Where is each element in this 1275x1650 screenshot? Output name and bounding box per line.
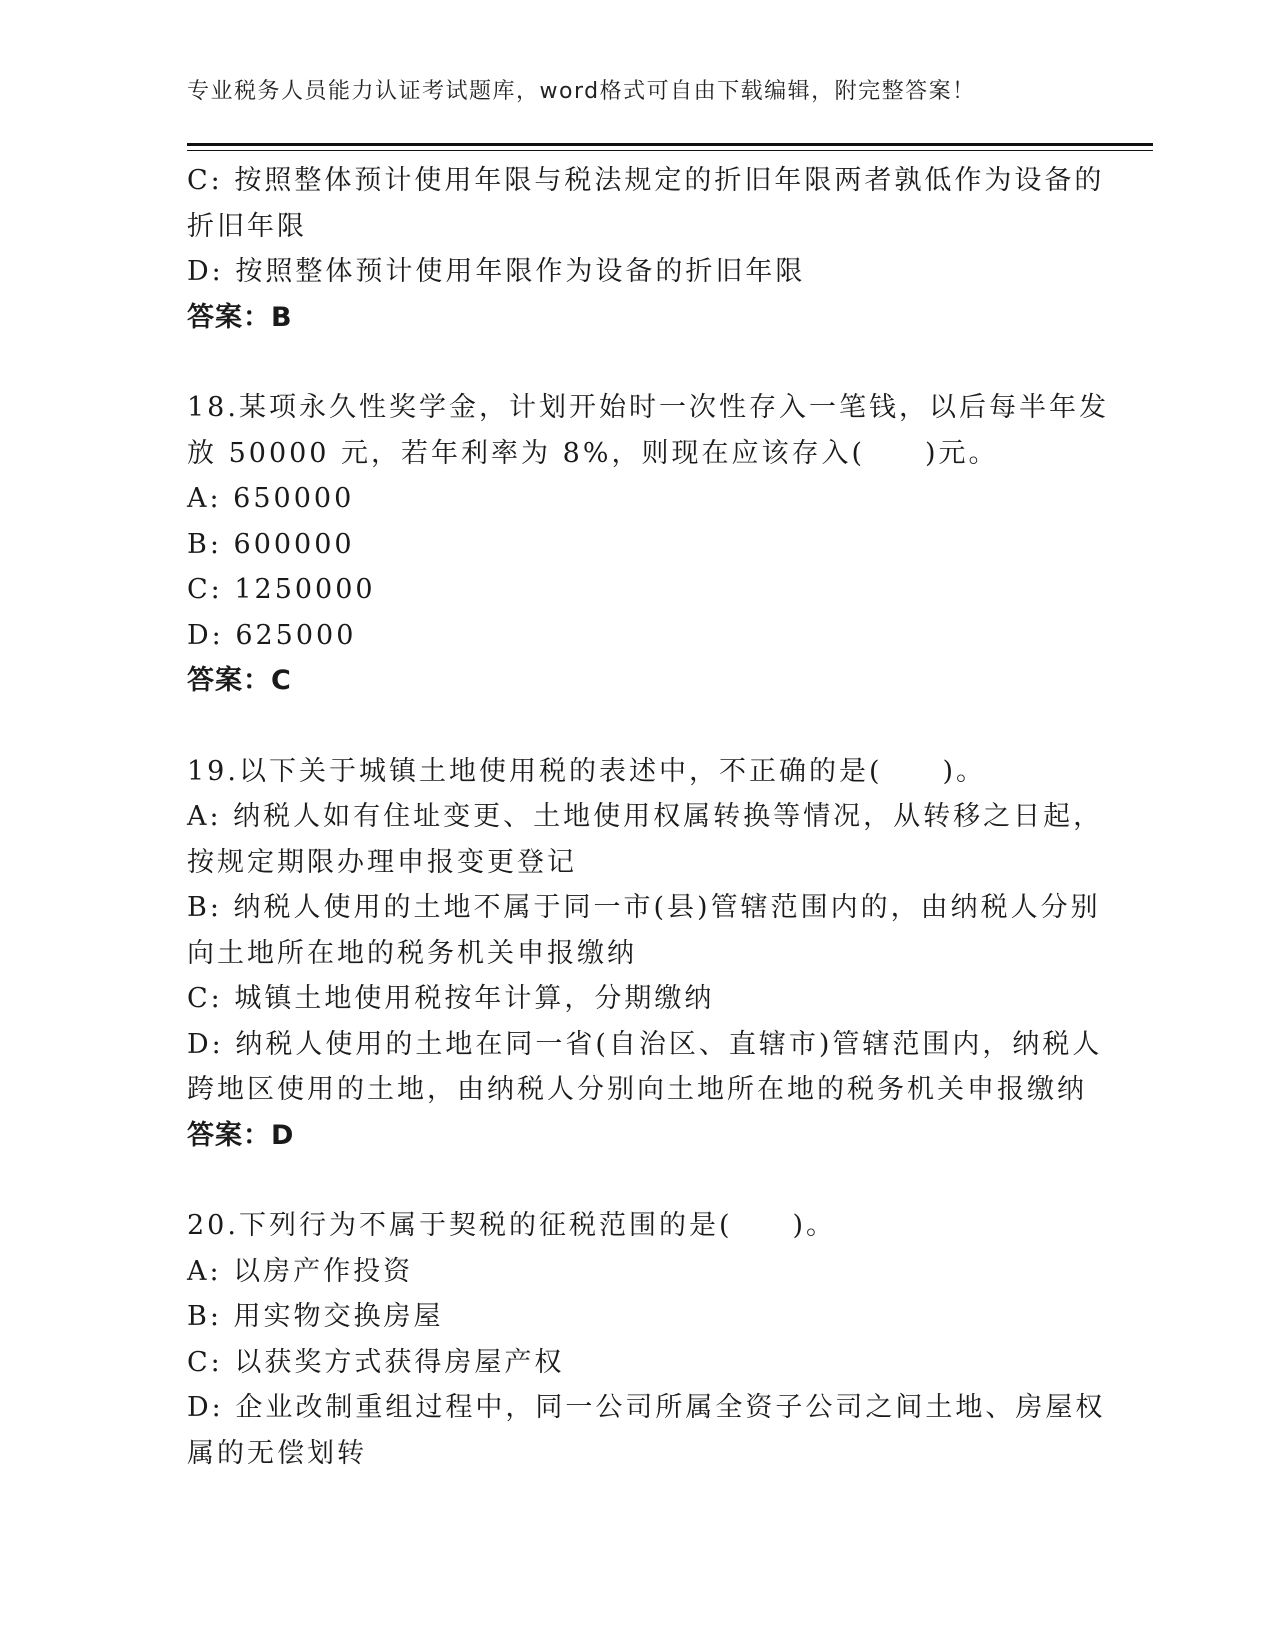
page-header: 专业税务人员能力认证考试题库，word格式可自由下载编辑，附完整答案！: [187, 79, 976, 104]
q20-option-d-line1: D: 企业改制重组过程中，同一公司所属全资子公司之间土地、房屋权: [187, 1392, 1106, 1423]
q18-answer: 答案：C: [187, 665, 292, 696]
q18-option-c: C: 1250000: [187, 574, 376, 605]
q20-option-b: B: 用实物交换房屋: [187, 1301, 444, 1332]
q18-stem-line1: 18.某项永久性奖学金，计划开始时一次性存入一笔钱，以后每半年发: [187, 392, 1109, 423]
q17-option-c-line2: 折旧年限: [187, 210, 307, 242]
q19-option-c: C: 城镇土地使用税按年计算，分期缴纳: [187, 983, 715, 1014]
question-content: [187, 158, 1109, 1476]
q17-option-d: D: 按照整体预计使用年限作为设备的折旧年限: [187, 256, 806, 287]
q20-option-c: C: 以获奖方式获得房屋产权: [187, 1346, 565, 1378]
header-rule-thick: [187, 143, 1153, 146]
q19-option-b-line1: B: 纳税人使用的土地不属于同一市(县)管辖范围内的，由纳税人分别: [187, 892, 1101, 923]
q19-option-d-line1: D: 纳税人使用的土地在同一省(自治区、直辖市)管辖范围内，纳税人: [187, 1028, 1103, 1060]
q19-option-b-line2: 向土地所在地的税务机关申报缴纳: [187, 937, 637, 969]
spacer: [187, 704, 1087, 749]
spacer: [187, 340, 1087, 385]
q20-option-a: A: 以房产作投资: [187, 1255, 414, 1287]
q19-option-a-line2: 按规定期限办理申报变更登记: [187, 846, 577, 878]
q20-stem: 20.下列行为不属于契税的征税范围的是( )。: [187, 1210, 837, 1241]
spacer: [187, 1158, 1087, 1203]
q20-option-d-line2: 属的无偿划转: [187, 1437, 367, 1469]
q17-answer: 答案：B: [187, 301, 293, 333]
q19-answer: 答案：D: [187, 1119, 295, 1151]
header-rule-thin: [187, 150, 1153, 151]
q19-option-d-line2: 跨地区使用的土地，由纳税人分别向土地所在地的税务机关申报缴纳: [187, 1074, 1087, 1105]
q18-option-b: B: 600000: [187, 528, 355, 560]
q18-option-a: A: 650000: [187, 483, 355, 514]
q19-option-a-line1: A: 纳税人如有住址变更、土地使用权属转换等情况，从转移之日起，: [187, 801, 1104, 832]
q18-stem-line2: 放 50000 元，若年利率为 8%，则现在应该存入( )元。: [187, 437, 999, 469]
q17-option-c-line1: C: 按照整体预计使用年限与税法规定的折旧年限两者孰低作为设备的: [187, 165, 1105, 196]
q18-option-d: D: 625000: [187, 619, 357, 651]
q19-stem: 19.以下关于城镇土地使用税的表述中，不正确的是( )。: [187, 755, 987, 787]
